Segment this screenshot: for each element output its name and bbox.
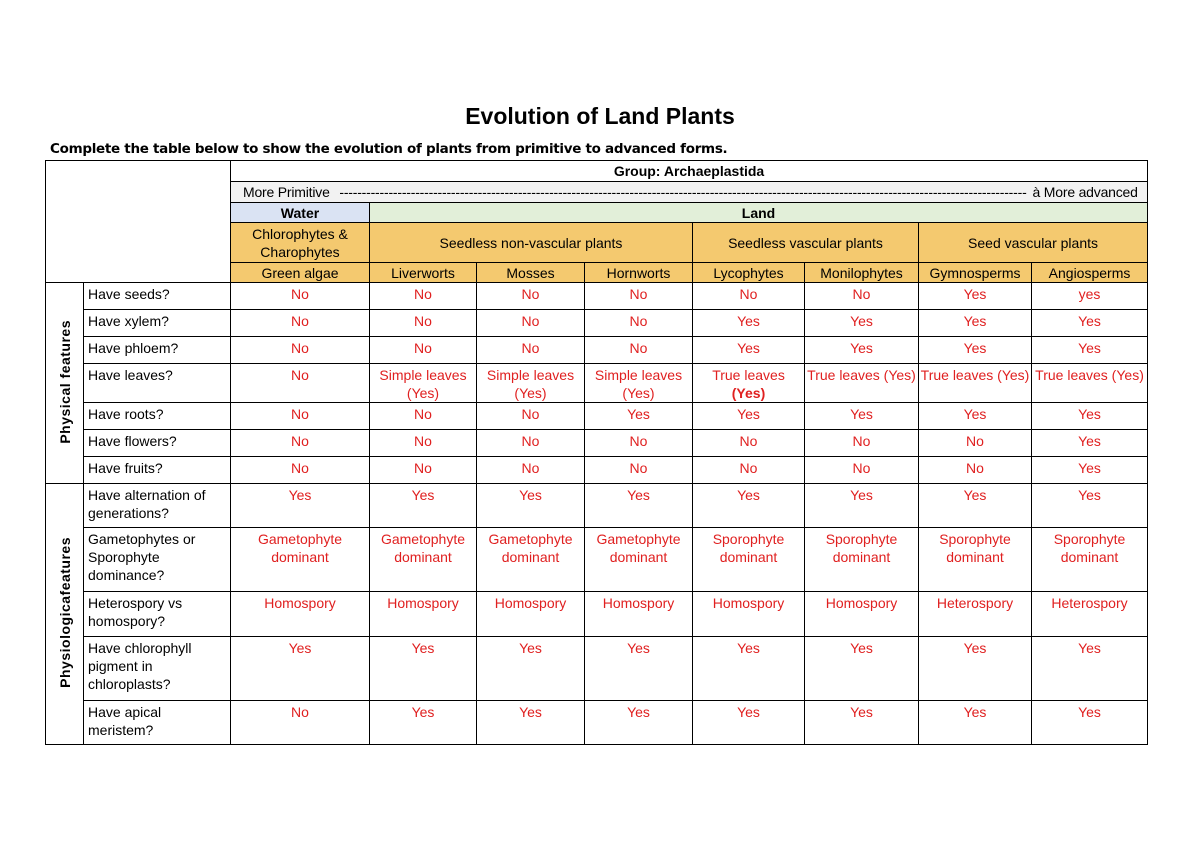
category-nonvascular: Seedless non-vascular plants — [370, 223, 693, 263]
category-seedless-vascular: Seedless vascular plants — [693, 223, 919, 263]
value-cell: Yes — [805, 337, 919, 364]
value-cell: No — [231, 430, 370, 457]
value-cell: No — [693, 430, 805, 457]
value-cell: Yes — [693, 403, 805, 430]
value-cell: No — [231, 364, 370, 403]
table-row — [46, 457, 1148, 484]
evolution-table — [45, 160, 1148, 745]
value-cell — [693, 364, 805, 403]
value-cell: Simple leaves (Yes) — [477, 364, 585, 403]
value-cell: No — [585, 283, 693, 310]
value-cell: No — [477, 283, 585, 310]
value-cell: Sporophyte dominant — [805, 528, 919, 592]
value-cell: No — [919, 457, 1032, 484]
value-cell: No — [231, 701, 370, 745]
value-cell: Homospory — [805, 592, 919, 637]
value-cell: No — [585, 337, 693, 364]
habitat-land: Land — [370, 203, 1148, 223]
progression-right: à More advanced — [1032, 184, 1138, 200]
value-extra: (Yes) — [731, 385, 766, 401]
value-cell: Yes — [370, 484, 477, 528]
feature-label: Gametophytes or Sporophyte dominance? — [84, 528, 231, 592]
value-cell: Yes — [477, 701, 585, 745]
value-cell: Heterospory — [919, 592, 1032, 637]
value-cell: yes — [1032, 283, 1148, 310]
value-cell: Yes — [919, 701, 1032, 745]
category-seed-vascular: Seed vascular plants — [919, 223, 1148, 263]
value-cell: No — [231, 403, 370, 430]
value-cell: Yes — [693, 310, 805, 337]
value-cell: Yes — [1032, 457, 1148, 484]
value-cell: No — [477, 457, 585, 484]
table-row — [46, 637, 1148, 701]
value-cell: No — [477, 403, 585, 430]
value-cell: Yes — [919, 283, 1032, 310]
category-chlorophytes: Chlorophytes & Charophytes — [231, 223, 370, 263]
plant-header: Lycophytes — [693, 263, 805, 283]
table-row — [46, 430, 1148, 457]
group-header: Group: Archaeplastida — [231, 161, 1148, 182]
section-physiological: Physiologicafeatures — [46, 484, 84, 745]
feature-label: Heterospory vs homospory? — [84, 592, 231, 637]
value-cell: No — [370, 337, 477, 364]
feature-label: Have fruits? — [84, 457, 231, 484]
value-cell: No — [231, 457, 370, 484]
value-cell: Yes — [919, 637, 1032, 701]
value-cell: Sporophyte dominant — [919, 528, 1032, 592]
feature-label: Have chlorophyll pigment in chloroplasts? — [84, 637, 231, 701]
value-cell: Homospory — [477, 592, 585, 637]
value-cell: Yes — [1032, 701, 1148, 745]
value-cell: Yes — [805, 637, 919, 701]
value-cell: Simple leaves (Yes) — [585, 364, 693, 403]
value-cell: No — [477, 310, 585, 337]
value-cell: Gametophyte dominant — [370, 528, 477, 592]
value-cell: Homospory — [585, 592, 693, 637]
value-cell: Gametophyte dominant — [231, 528, 370, 592]
value-cell: No — [477, 430, 585, 457]
value-cell: Yes — [585, 637, 693, 701]
value-cell: True leaves (Yes) — [919, 364, 1032, 403]
table-row — [46, 592, 1148, 637]
value-cell: Yes — [1032, 403, 1148, 430]
table-row — [46, 701, 1148, 745]
value-cell: Yes — [231, 637, 370, 701]
plant-header: Mosses — [477, 263, 585, 283]
value-cell: No — [370, 430, 477, 457]
value-cell: Sporophyte dominant — [693, 528, 805, 592]
value-cell: No — [477, 337, 585, 364]
value-cell: No — [370, 403, 477, 430]
progression-left: More Primitive — [243, 184, 330, 200]
value-cell: Yes — [370, 701, 477, 745]
feature-label: Have seeds? — [84, 283, 231, 310]
value-cell: Gametophyte dominant — [477, 528, 585, 592]
plant-header: Hornworts — [585, 263, 693, 283]
value-cell: Yes — [693, 701, 805, 745]
value-cell: Yes — [805, 701, 919, 745]
value-cell: Yes — [585, 403, 693, 430]
feature-label: Have flowers? — [84, 430, 231, 457]
value-cell: No — [919, 430, 1032, 457]
progression-dashes: ---------------------------------------------------------------------------------------------------------------------------------------------------------- — [339, 184, 1027, 200]
plant-header: Angiosperms — [1032, 263, 1148, 283]
table-row — [46, 310, 1148, 337]
value-cell: Gametophyte dominant — [585, 528, 693, 592]
value-cell: No — [370, 310, 477, 337]
value-cell: No — [231, 310, 370, 337]
value-text: True leaves — [712, 367, 785, 383]
value-cell: Yes — [231, 484, 370, 528]
value-cell: Yes — [585, 484, 693, 528]
plant-header: Monilophytes — [805, 263, 919, 283]
table-row — [46, 484, 1148, 528]
value-cell: No — [231, 283, 370, 310]
value-cell: Yes — [693, 637, 805, 701]
feature-label: Have alternation of generations? — [84, 484, 231, 528]
value-cell: Heterospory — [1032, 592, 1148, 637]
section-physical: Physical features — [46, 283, 84, 484]
table-row — [46, 528, 1148, 592]
feature-label: Have apical meristem? — [84, 701, 231, 745]
value-cell: No — [231, 337, 370, 364]
plant-header: Gymnosperms — [919, 263, 1032, 283]
value-cell: Yes — [585, 701, 693, 745]
habitat-water: Water — [231, 203, 370, 223]
value-cell: No — [693, 457, 805, 484]
value-cell: Yes — [919, 484, 1032, 528]
feature-label: Have roots? — [84, 403, 231, 430]
feature-label: Have xylem? — [84, 310, 231, 337]
plant-header: Liverworts — [370, 263, 477, 283]
value-cell: Yes — [1032, 430, 1148, 457]
value-cell: Yes — [805, 310, 919, 337]
value-cell: Sporophyte dominant — [1032, 528, 1148, 592]
table-row — [46, 403, 1148, 430]
page-title: Evolution of Land Plants — [465, 103, 735, 129]
table-row — [46, 337, 1148, 364]
instruction-text: Complete the table below to show the evolution of plants from primitive to advanced forms. — [50, 141, 728, 157]
value-cell: Yes — [919, 403, 1032, 430]
value-cell: Yes — [805, 403, 919, 430]
value-cell: Homospory — [231, 592, 370, 637]
value-cell: Yes — [1032, 484, 1148, 528]
table-row — [46, 364, 1148, 403]
value-cell: Simple leaves (Yes) — [370, 364, 477, 403]
value-cell: No — [805, 457, 919, 484]
value-cell: Yes — [1032, 337, 1148, 364]
value-cell: Yes — [919, 337, 1032, 364]
value-cell: No — [805, 430, 919, 457]
value-cell: Yes — [919, 310, 1032, 337]
value-cell: Yes — [370, 637, 477, 701]
value-cell: Yes — [477, 637, 585, 701]
value-cell: Yes — [1032, 637, 1148, 701]
feature-label: Have leaves? — [84, 364, 231, 403]
value-cell: Homospory — [693, 592, 805, 637]
value-cell: Yes — [805, 484, 919, 528]
value-cell: Homospory — [370, 592, 477, 637]
table-row — [46, 283, 1148, 310]
value-cell: No — [370, 283, 477, 310]
value-cell: No — [693, 283, 805, 310]
value-cell: No — [370, 457, 477, 484]
value-cell: No — [805, 283, 919, 310]
value-cell: No — [585, 310, 693, 337]
value-cell: No — [585, 457, 693, 484]
corner-blank-cell — [46, 161, 231, 283]
value-cell: True leaves (Yes) — [805, 364, 919, 403]
value-cell: Yes — [693, 337, 805, 364]
value-cell: No — [585, 430, 693, 457]
value-cell: Yes — [693, 484, 805, 528]
value-cell: Yes — [1032, 310, 1148, 337]
feature-label: Have phloem? — [84, 337, 231, 364]
progression-header — [231, 182, 1148, 203]
plant-header: Green algae — [231, 263, 370, 283]
value-cell: True leaves (Yes) — [1032, 364, 1148, 403]
value-cell: Yes — [477, 484, 585, 528]
